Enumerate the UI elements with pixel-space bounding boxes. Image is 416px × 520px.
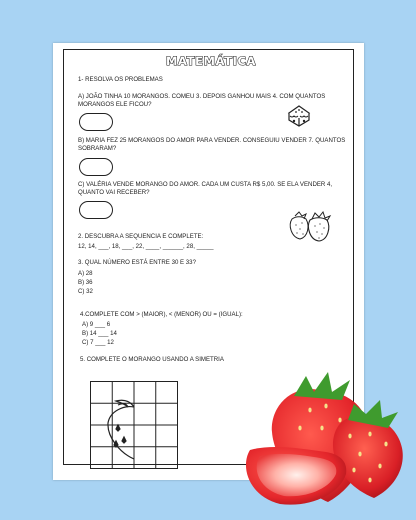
q3-option-b: B) 36: [78, 279, 93, 286]
answer-bubble-a[interactable]: [79, 113, 113, 131]
q3-option-c: C) 32: [78, 288, 93, 295]
q3-heading: 3. QUAL NÚMERO ESTÁ ENTRE 30 E 33?: [78, 259, 196, 266]
answer-bubble-b[interactable]: [79, 158, 113, 176]
q1-c-line2: QUANTO VAI RECEBER?: [78, 189, 150, 196]
page-title-text: MATEMÁTICA: [166, 54, 256, 68]
q4-item-b: B) 14 ___ 14: [82, 330, 117, 337]
cake-icon: [286, 102, 312, 128]
q1-a-line2: MORANGOS ELE FICOU?: [78, 101, 152, 108]
q3-option-a: A) 28: [78, 270, 93, 277]
q4-heading: 4.COMPLETE COM > (MAIOR), < (MENOR) OU = (IGUAL):: [80, 311, 243, 318]
answer-bubble-c[interactable]: [79, 201, 113, 219]
q4-item-a: A) 9 ___ 6: [82, 321, 111, 328]
q2-heading: 2. DESCUBRA A SEQUENCIA E COMPLETE:: [78, 233, 204, 240]
q2-sequence: 12, 14, ___, 18, ___, 22, ____, ______, 28, _____: [78, 243, 214, 250]
q5-heading: 5. COMPLETE O MORANGO USANDO A SIMETRIA: [80, 356, 224, 363]
page-title: [166, 53, 256, 68]
q1-c-line1: C) VALÉRIA VENDE MORANGO DO AMOR. CADA UM CUSTA R$ 5,00. SE ELA VENDER 4,: [78, 181, 333, 188]
q1-b-line2: SOBRARAM?: [78, 145, 117, 152]
strawberry-photo: [230, 370, 410, 510]
symmetry-grid: [90, 381, 178, 469]
strawberries-sketch-icon: [286, 207, 334, 243]
q1-heading: 1- RESOLVA OS PROBLEMAS: [78, 76, 163, 83]
q1-a-line1: A) JOÃO TINHA 10 MORANGOS. COMEU 3. DEPOIS GANHOU MAIS 4. COM QUANTOS: [78, 93, 326, 100]
q4-item-c: C) 7 ___ 12: [82, 339, 114, 346]
q1-b-line1: B) MARIA FEZ 25 MORANGOS DO AMOR PARA VENDER. CONSEGUIU VENDER 7. QUANTOS: [78, 137, 346, 144]
